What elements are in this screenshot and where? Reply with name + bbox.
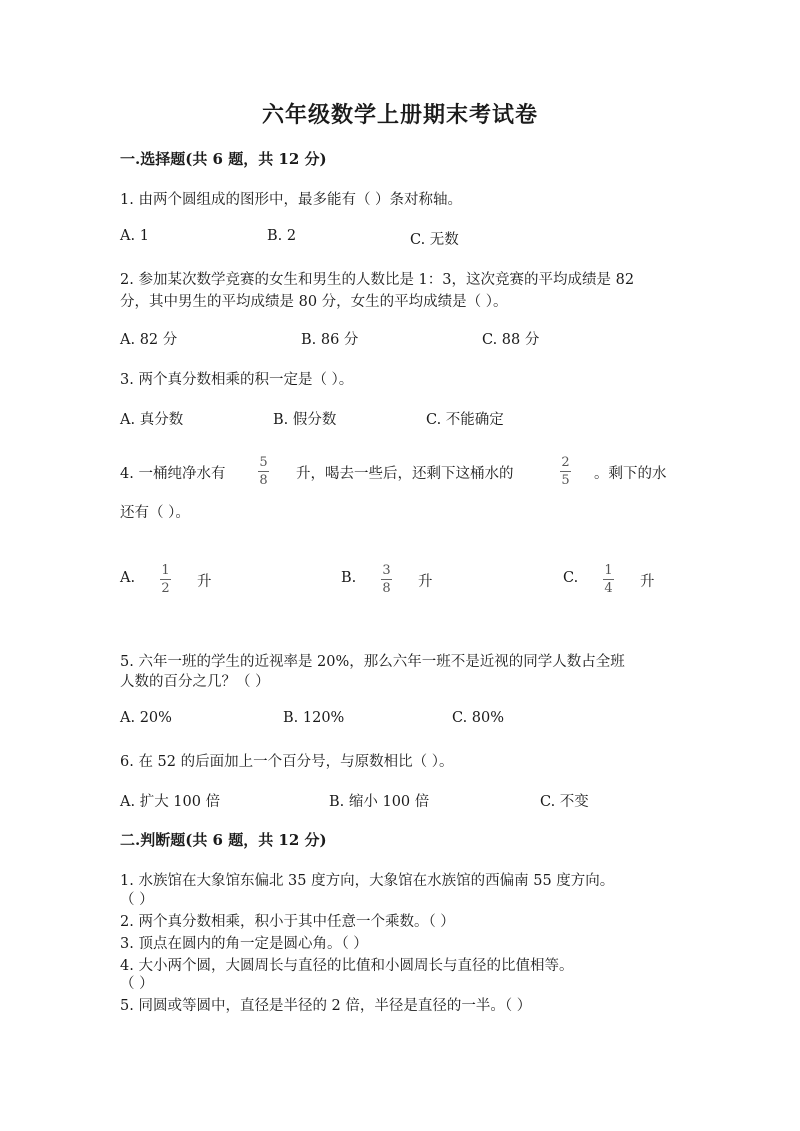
q1-option-a[interactable]: A. 1 (120, 228, 149, 244)
judgment-item: 5. 同圆或等圆中，直径是半径的 2 倍，半径是直径的一半。（ ） (120, 998, 532, 1014)
fraction-denominator: 8 (382, 581, 391, 596)
fraction-numerator: 1 (604, 563, 613, 578)
fraction-bar (258, 471, 269, 472)
judgment-item: 4. 大小两个圆，大圆周长与直径的比值和小圆周长与直径的比值相等。 (120, 958, 574, 974)
q6-option-a[interactable]: A. 扩大 100 倍 (120, 794, 221, 810)
q1-option-b[interactable]: B. 2 (267, 228, 297, 244)
fraction-2-5 (560, 455, 571, 488)
fraction-bar (381, 579, 392, 580)
q5-option-c[interactable]: C. 80% (452, 710, 505, 726)
judgment-answer-blank[interactable]: （ ） (120, 892, 154, 908)
q4-option-b-fraction[interactable] (381, 563, 392, 596)
question-5-line1: 5. 六年一班的学生的近视率是 20%，那么六年一班不是近视的同学人数占全班 (120, 654, 625, 670)
q3-option-b[interactable]: B. 假分数 (273, 412, 337, 428)
question-6: 6. 在 52 的后面加上一个百分号，与原数相比（ ）。 (120, 754, 454, 770)
fraction-numerator: 1 (161, 563, 170, 578)
q1-option-c[interactable]: C. 无数 (410, 232, 459, 248)
q4-option-c-label[interactable]: C. (563, 570, 579, 586)
q4-option-a-fraction[interactable] (160, 563, 171, 596)
q6-option-b[interactable]: B. 缩小 100 倍 (329, 794, 430, 810)
section-heading-choice: 一.选择题(共 6 题，共 12 分) (120, 150, 327, 168)
q3-option-a[interactable]: A. 真分数 (120, 412, 184, 428)
question-1: 1. 由两个圆组成的图形中，最多能有（ ）条对称轴。 (120, 192, 463, 208)
q5-option-a[interactable]: A. 20% (120, 710, 172, 726)
section-heading-judgment: 二.判断题(共 6 题，共 12 分) (120, 831, 327, 849)
judgment-answer-blank[interactable]: （ ） (120, 976, 154, 992)
q4-option-b-unit: 升 (418, 574, 433, 590)
fraction-denominator: 2 (161, 581, 170, 596)
q4-option-a-unit: 升 (197, 574, 212, 590)
page-title: 六年级数学上册期末考试卷 (261, 102, 538, 128)
fraction-5-8 (258, 455, 269, 488)
q2-option-a[interactable]: A. 82 分 (120, 332, 178, 348)
judgment-item: 2. 两个真分数相乘，积小于其中任意一个乘数。（ ） (120, 914, 455, 930)
q5-option-b[interactable]: B. 120% (283, 710, 345, 726)
question-4-part3: 。剩下的水 (594, 466, 667, 482)
q6-option-c[interactable]: C. 不变 (540, 794, 589, 810)
fraction-denominator: 8 (259, 473, 268, 488)
question-4-part2: 升，喝去一些后，还剩下这桶水的 (296, 466, 514, 482)
question-5-line2: 人数的百分之几？（ ） (120, 674, 270, 690)
fraction-numerator: 3 (382, 563, 391, 578)
fraction-numerator: 2 (561, 455, 570, 470)
q4-option-c-unit: 升 (640, 574, 655, 590)
question-3: 3. 两个真分数相乘的积一定是（ ）。 (120, 372, 354, 388)
fraction-bar (560, 471, 571, 472)
question-2-line2: 分，其中男生的平均成绩是 80 分，女生的平均成绩是（ ）。 (120, 294, 508, 310)
fraction-bar (160, 579, 171, 580)
q4-option-c-fraction[interactable] (603, 563, 614, 596)
question-2-line1: 2. 参加某次数学竞赛的女生和男生的人数比是 1：3，这次竞赛的平均成绩是 82 (120, 272, 635, 288)
q4-option-b-label[interactable]: B. (341, 570, 357, 586)
fraction-denominator: 4 (604, 581, 613, 596)
judgment-item: 3. 顶点在圆内的角一定是圆心角。（ ） (120, 936, 368, 952)
fraction-bar (603, 579, 614, 580)
judgment-item: 1. 水族馆在大象馆东偏北 35 度方向，大象馆在水族馆的西偏南 55 度方向。 (120, 873, 615, 889)
question-4-part1: 4. 一桶纯净水有 (120, 466, 226, 482)
fraction-denominator: 5 (561, 473, 570, 488)
q2-option-b[interactable]: B. 86 分 (301, 332, 359, 348)
q4-option-a-label[interactable]: A. (120, 570, 136, 586)
question-4-line2: 还有（ ）。 (120, 505, 190, 521)
fraction-numerator: 5 (259, 455, 268, 470)
q2-option-c[interactable]: C. 88 分 (482, 332, 540, 348)
q3-option-c[interactable]: C. 不能确定 (426, 412, 504, 428)
